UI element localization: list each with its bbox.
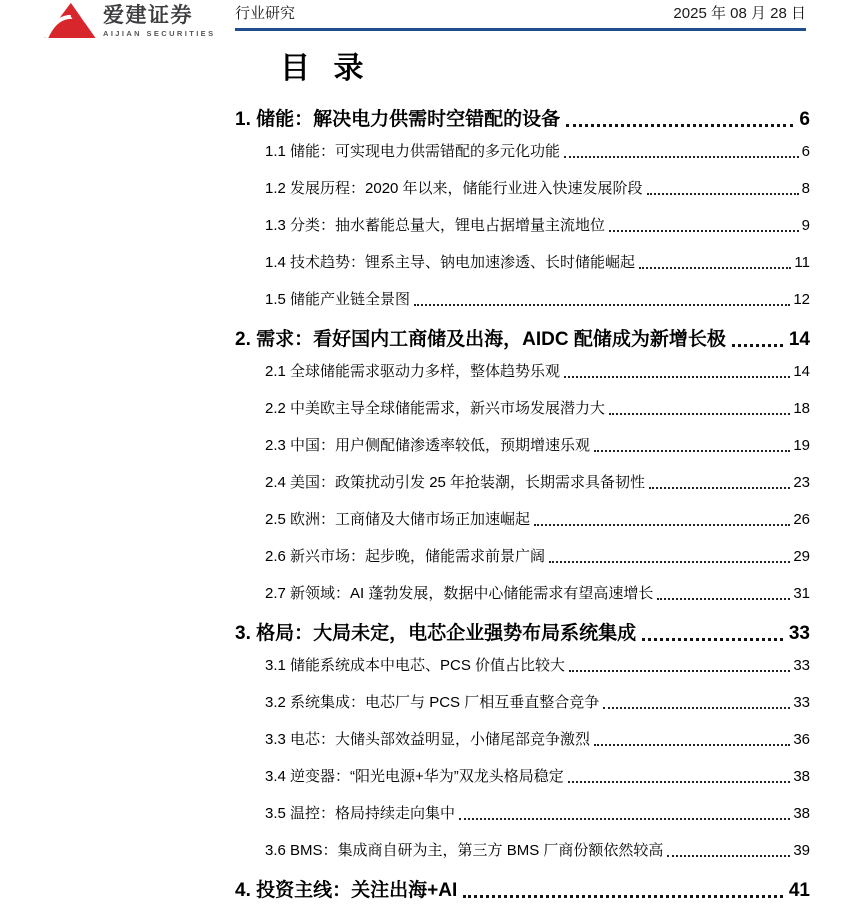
toc-entry-text: 3.6 BMS：集成商自研为主，第三方 BMS 厂商份额依然较高 (265, 842, 664, 859)
toc-section-entry[interactable] (235, 621, 810, 647)
toc-subsection-entry[interactable] (265, 509, 810, 530)
toc-subsection-entry[interactable] (265, 729, 810, 750)
toc-subsection-entry[interactable] (265, 546, 810, 567)
toc-subsection-entry[interactable] (265, 583, 810, 604)
dot-leader (414, 304, 790, 306)
toc-page-number: 11 (794, 254, 810, 271)
toc-entry-text: 3.5 温控：格局持续走向集中 (265, 805, 456, 822)
toc-subsection-entry[interactable] (265, 215, 810, 236)
toc-page-number: 38 (793, 768, 810, 785)
dot-leader (594, 450, 790, 452)
toc-page-number: 36 (793, 731, 810, 748)
toc-entry-text: 2.3 中国：用户侧配储渗透率较低，预期增速乐观 (265, 437, 591, 454)
toc-entry-text: 3.3 电芯：大储头部效益明显，小储尾部竞争激烈 (265, 731, 591, 748)
dot-leader (603, 707, 790, 709)
toc-subsection-entry[interactable] (265, 361, 810, 382)
brand-name-cn: 爱建证券 (103, 4, 193, 27)
brand-text (103, 5, 215, 38)
dot-leader (647, 193, 799, 195)
toc-subsection-entry[interactable] (265, 472, 810, 493)
toc-page-number: 6 (801, 143, 810, 160)
dot-leader (568, 781, 791, 783)
toc-section-entry[interactable] (235, 107, 810, 133)
toc-page-number: 31 (793, 585, 810, 602)
toc-entry-text: 3.2 系统集成：电芯厂与 PCS 厂相互垂直整合竞争 (265, 694, 600, 711)
toc-section-entry[interactable] (235, 878, 810, 904)
toc-entry-text: 2.6 新兴市场：起步晚，储能需求前景广阔 (265, 548, 546, 565)
dot-leader (639, 267, 791, 269)
toc-entry-text: 2.5 欧洲：工商储及大储市场正加速崛起 (265, 511, 531, 528)
dot-leader (642, 638, 783, 641)
report-category: 行业研究 (235, 5, 296, 22)
toc-entry-text: 2.2 中美欧主导全球储能需求，新兴市场发展潜力大 (265, 400, 606, 417)
toc-entry-text: 3. 格局：大局未定，电芯企业强势布局系统集成 (235, 623, 637, 644)
toc-page-number: 33 (793, 657, 810, 674)
toc-entry-text: 2.7 新领域：AI 蓬勃发展，数据中心储能需求有望高速增长 (265, 585, 654, 602)
toc-page-number: 8 (801, 180, 810, 197)
toc-page-number: 23 (793, 474, 810, 491)
toc-page-number: 19 (793, 437, 810, 454)
toc-page-number: 29 (793, 548, 810, 565)
toc-content (235, 40, 810, 904)
toc-page-number: 33 (793, 694, 810, 711)
toc-page-number: 33 (788, 623, 810, 644)
dot-leader (459, 818, 790, 820)
dot-leader (732, 344, 783, 347)
dot-leader (569, 670, 790, 672)
company-logo (44, 3, 215, 38)
dot-leader (564, 156, 799, 158)
brand-name-en: AIJIAN SECURITIES (103, 29, 216, 38)
dot-leader (649, 487, 790, 489)
toc-subsection-entry[interactable] (265, 803, 810, 824)
report-date: 2025 年 08 月 28 日 (673, 5, 806, 22)
toc-subsection-entry[interactable] (265, 766, 810, 787)
toc-list (235, 107, 810, 904)
header-bar (235, 2, 806, 31)
toc-page-number: 39 (793, 842, 810, 859)
toc-page-number: 14 (788, 329, 810, 350)
dot-leader (609, 230, 799, 232)
toc-entry-text: 1. 储能：解决电力供需时空错配的设备 (235, 109, 561, 130)
dot-leader (594, 744, 790, 746)
toc-subsection-entry[interactable] (265, 141, 810, 162)
toc-section-entry[interactable] (235, 327, 810, 353)
dot-leader (564, 376, 790, 378)
dot-leader (609, 413, 790, 415)
dot-leader (566, 124, 793, 127)
toc-entry-text: 2.4 美国：政策扰动引发 25 年抢装潮，长期需求具备韧性 (265, 474, 646, 491)
dot-leader (463, 895, 783, 898)
toc-entry-text: 3.4 逆变器：“阳光电源+华为”双龙头格局稳定 (265, 768, 564, 785)
toc-subsection-entry[interactable] (265, 692, 810, 713)
toc-entry-text: 3.1 储能系统成本中电芯、PCS 价值占比较大 (265, 657, 566, 674)
toc-page-number: 18 (793, 400, 810, 417)
toc-entry-text: 1.1 储能：可实现电力供需错配的多元化功能 (265, 143, 561, 160)
dot-leader (549, 561, 790, 563)
toc-page-number: 26 (793, 511, 810, 528)
dot-leader (657, 598, 790, 600)
toc-page-number: 41 (788, 880, 810, 901)
toc-subsection-entry[interactable] (265, 252, 810, 273)
toc-entry-text: 1.4 技术趋势：锂系主导、钠电加速渗透、长时储能崛起 (265, 254, 636, 271)
dot-leader (534, 524, 790, 526)
toc-page-number: 6 (799, 109, 810, 130)
toc-entry-text: 4. 投资主线：关注出海+AI (235, 880, 458, 901)
toc-subsection-entry[interactable] (265, 655, 810, 676)
toc-page-number: 12 (793, 291, 810, 308)
toc-subsection-entry[interactable] (265, 398, 810, 419)
toc-page-number: 14 (793, 363, 810, 380)
toc-entry-text: 2. 需求：看好国内工商储及出海，AIDC 配储成为新增长极 (235, 329, 726, 350)
toc-entry-text: 2.1 全球储能需求驱动力多样，整体趋势乐观 (265, 363, 561, 380)
toc-subsection-entry[interactable] (265, 840, 810, 861)
toc-subsection-entry[interactable] (265, 289, 810, 310)
toc-page-number: 38 (793, 805, 810, 822)
toc-subsection-entry[interactable] (265, 178, 810, 199)
toc-entry-text: 1.3 分类：抽水蓄能总量大，锂电占据增量主流地位 (265, 217, 606, 234)
toc-subsection-entry[interactable] (265, 435, 810, 456)
aijian-logo-icon (44, 3, 96, 38)
dot-leader (667, 855, 790, 857)
toc-entry-text: 1.5 储能产业链全景图 (265, 291, 411, 308)
toc-title: 目 录 (280, 52, 372, 85)
toc-entry-text: 1.2 发展历程：2020 年以来，储能行业进入快速发展阶段 (265, 180, 643, 197)
toc-page-number: 9 (801, 217, 810, 234)
